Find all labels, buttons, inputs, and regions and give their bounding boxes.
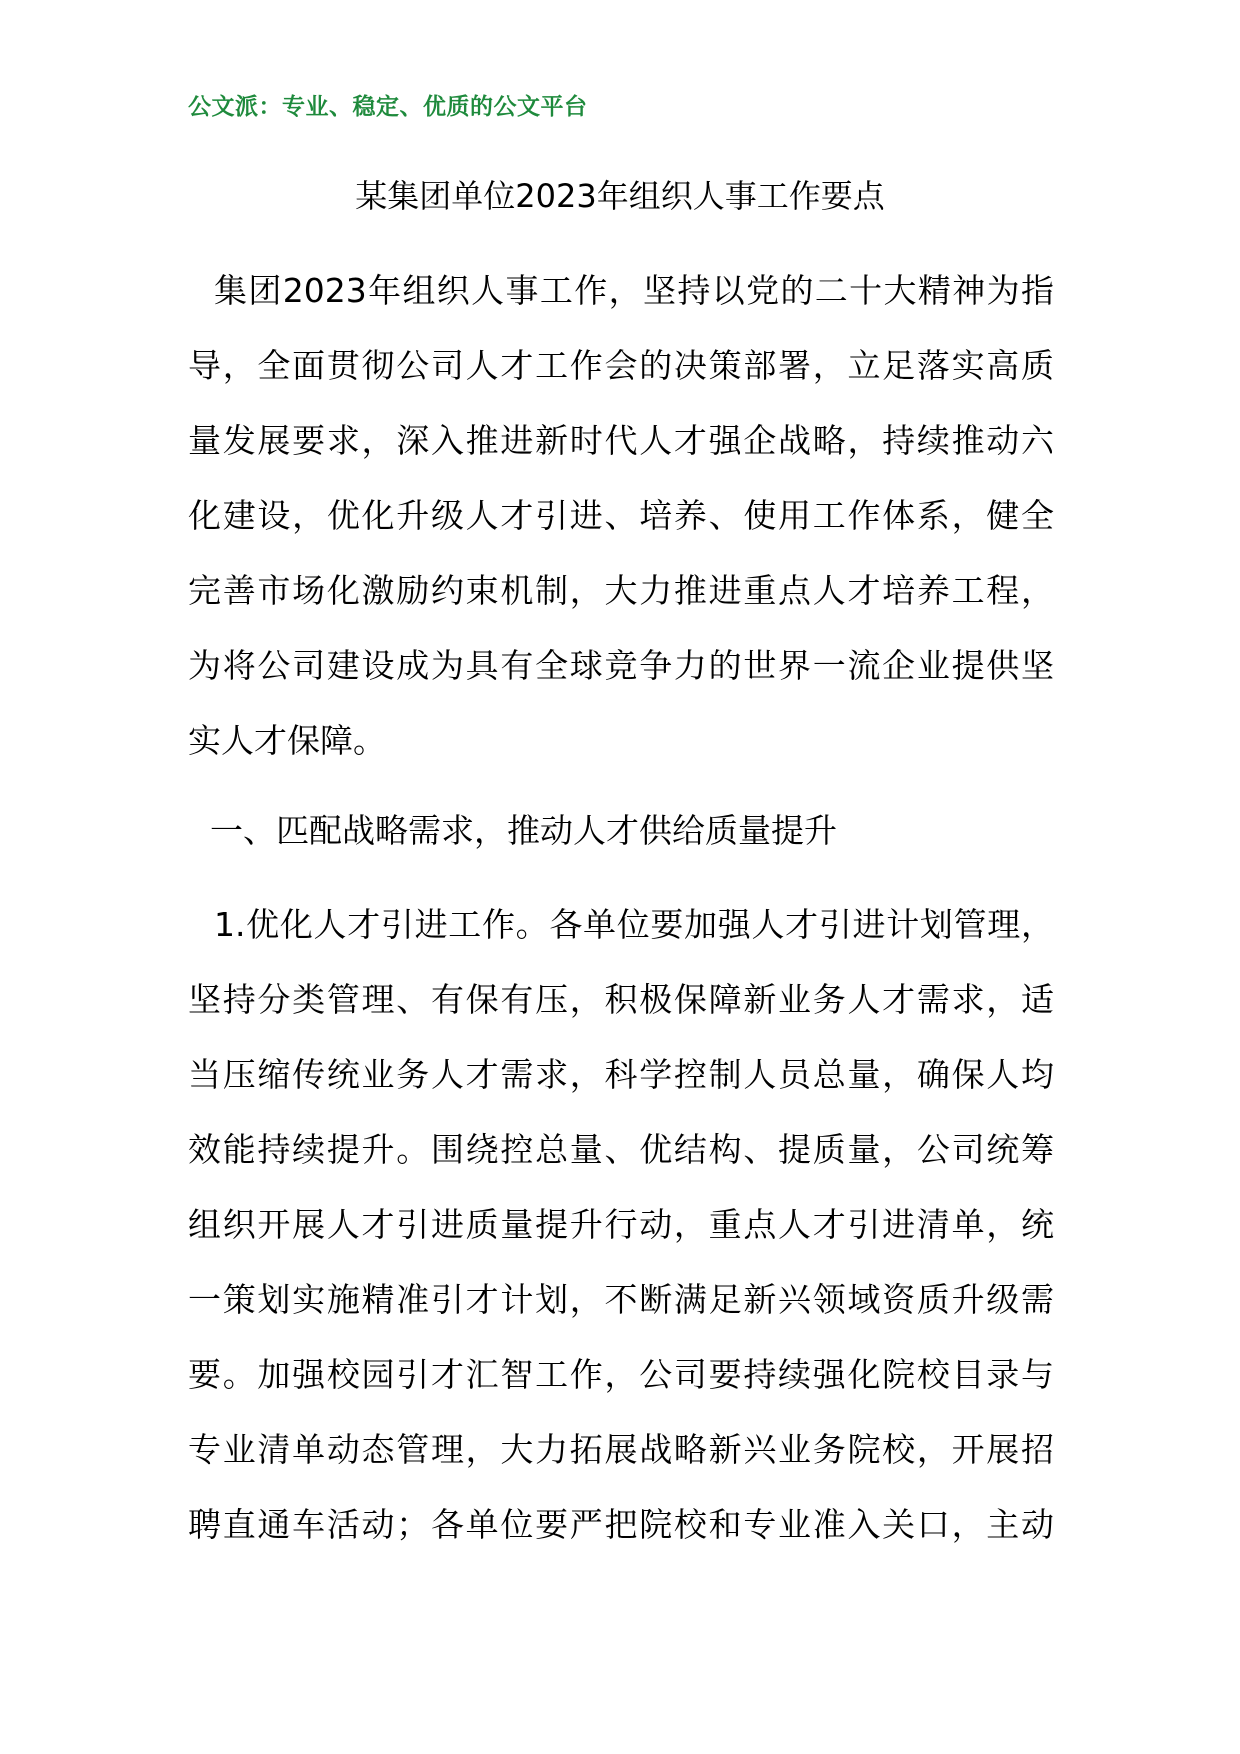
- paragraph-line: 专业清单动态管理，大力拓展战略新兴业务院校，开展招: [188, 1430, 1054, 1469]
- section-heading: [188, 793, 1054, 868]
- paragraph-line: 聘直通车活动；各单位要严把院校和专业准入关口，主动: [188, 1505, 1054, 1544]
- paragraph-line: 集团2023年组织人事工作，坚持以党的二十大精神为指: [214, 271, 1054, 310]
- paragraph-line: 效能持续提升。围绕控总量、优结构、提质量，公司统筹: [188, 1130, 1054, 1169]
- paragraph-line: 坚持分类管理、有保有压，积极保障新业务人才需求，适: [188, 980, 1054, 1019]
- paragraph-line: 导，全面贯彻公司人才工作会的决策部署，立足落实高质: [188, 346, 1054, 385]
- section-heading-text: 一、匹配战略需求，推动人才供给质量提升: [210, 811, 837, 850]
- paragraph-line: 化建设，优化升级人才引进、培养、使用工作体系，健全: [188, 496, 1054, 535]
- paragraph-line: 要。加强校园引才汇智工作，公司要持续强化院校目录与: [188, 1355, 1054, 1394]
- paragraph-line: 完善市场化激励约束机制，大力推进重点人才培养工程，: [188, 571, 1054, 610]
- paragraph-line: 量发展要求，深入推进新时代人才强企战略，持续推动六: [188, 421, 1054, 460]
- brand-header: 公文派：专业、稳定、优质的公文平台: [188, 93, 588, 120]
- paragraph-line: 一策划实施精准引才计划，不断满足新兴领域资质升级需: [188, 1280, 1054, 1319]
- paragraph-line: 实人才保障。: [188, 721, 386, 760]
- paragraph-line: 组织开展人才引进质量提升行动，重点人才引进清单，统: [188, 1205, 1054, 1244]
- paragraph-line: 当压缩传统业务人才需求，科学控制人员总量，确保人均: [188, 1055, 1054, 1094]
- section-paragraph: [188, 887, 1054, 1562]
- document-title: 某集团单位2023年组织人事工作要点: [355, 177, 885, 215]
- intro-paragraph: [188, 253, 1054, 778]
- paragraph-line: 为将公司建设成为具有全球竞争力的世界一流企业提供坚: [188, 646, 1054, 685]
- paragraph-line: 1.优化人才引进工作。各单位要加强人才引进计划管理，: [214, 905, 1054, 944]
